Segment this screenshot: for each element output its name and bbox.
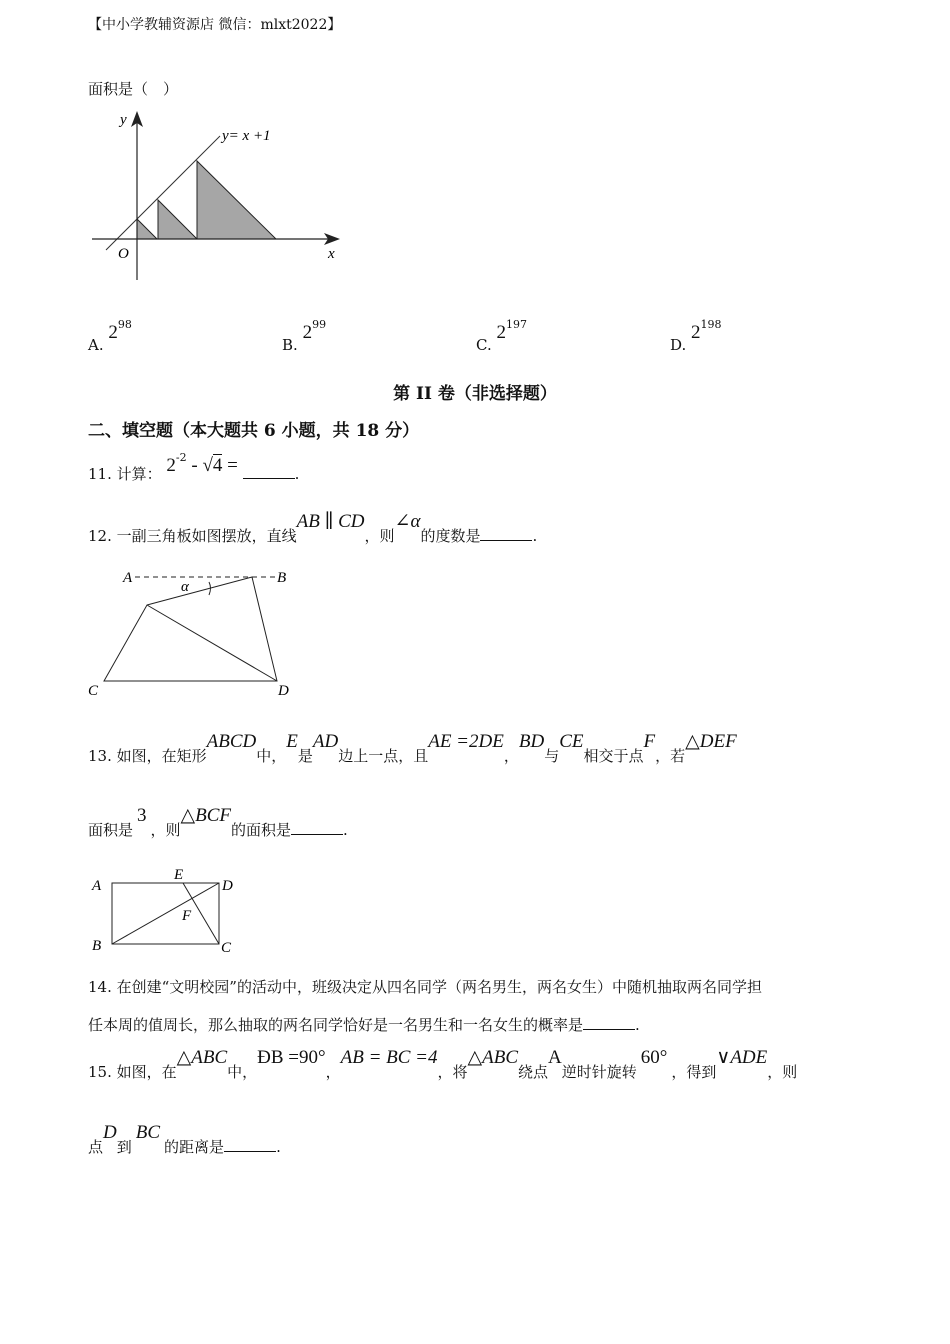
diagonal-line — [147, 605, 277, 681]
q15-t9: 点 — [88, 1138, 104, 1156]
option-letter: D. — [670, 336, 687, 354]
page-header: 【中小学教辅资源店 微信：mlxt2022】 — [88, 17, 342, 33]
option-base: 2 — [302, 322, 313, 343]
q13-t7: 相交于点 — [583, 747, 644, 765]
q15-tri-ade: ∨ADE — [716, 1047, 768, 1068]
q15-t8: ，则 — [767, 1063, 798, 1081]
q12-figure — [85, 563, 300, 703]
q12-angle: ∠α — [394, 511, 421, 532]
diagonal-bd — [112, 883, 219, 944]
q11-sqrt-icon: √ — [202, 455, 213, 476]
q12-end: . — [532, 527, 538, 545]
point-label-a: A — [92, 878, 102, 894]
option-exp: 99 — [312, 318, 327, 331]
q15-t7: ，得到 — [671, 1063, 717, 1081]
part-title: 二、填空题（本大题共 6 小题，共 18 分） — [88, 421, 420, 441]
point-label-b: B — [92, 938, 102, 954]
q13-t1: 13. 如图，在矩形 — [88, 747, 207, 765]
q13-t2: 中， — [256, 747, 287, 765]
q15-t11: 的距离是 — [164, 1138, 225, 1156]
q15-segment-bc: BC — [135, 1122, 161, 1143]
origin-label: O — [118, 246, 129, 262]
q13-t3: 是 — [297, 747, 313, 765]
option-a[interactable] — [88, 318, 132, 354]
q14-line-2-text: 任本周的值周长，那么抽取的两名同学恰好是一名男生和一名女生的概率是 — [88, 1016, 584, 1034]
question-13-line-1 — [88, 730, 737, 765]
shaded-triangle-3 — [197, 161, 276, 239]
q12-mid: ，则 — [364, 527, 395, 545]
point-label-c: C — [221, 940, 232, 956]
q13-end: . — [343, 821, 348, 839]
q15-t2: 中， — [227, 1063, 258, 1081]
q13-f: F — [643, 731, 656, 752]
q11-answer-blank[interactable] — [243, 477, 295, 479]
q13-ce: CE — [559, 731, 584, 752]
q15-point-a: A — [548, 1047, 562, 1068]
q13-tri-def: △DEF — [685, 731, 737, 752]
q12-condition: AB ∥ CD — [296, 511, 365, 532]
option-letter: B. — [282, 336, 298, 354]
q15-t1: 15. 如图，在 — [88, 1063, 177, 1081]
q11-minus: - — [186, 455, 203, 476]
y-axis-label: y — [120, 112, 127, 128]
q13-t8: ，若 — [655, 747, 686, 765]
q13-answer-blank[interactable] — [291, 833, 343, 835]
q13-figure — [88, 862, 248, 957]
q12-prefix: 12. 一副三角板如图摆放，直线 — [88, 527, 297, 545]
question-14-line-1: 14. 在创建“文明校园”的活动中，班级决定从四名同学（两名男生，两名女生）中随机抽取两名同学担 — [88, 978, 762, 996]
point-label-d: D — [278, 683, 289, 699]
q15-degrees: 60° — [640, 1047, 668, 1068]
q14-end: . — [635, 1016, 640, 1034]
point-label-a: A — [123, 570, 133, 586]
question-12 — [88, 510, 538, 545]
option-c[interactable] — [476, 318, 527, 354]
point-label-e: E — [174, 867, 184, 883]
q15-t3: ， — [325, 1063, 341, 1081]
q13-condition: AE =2DE — [428, 731, 504, 752]
q15-end: . — [276, 1138, 281, 1156]
q13-ad: AD — [312, 731, 339, 752]
q13-t6: 与 — [544, 747, 560, 765]
q11-equals: = — [222, 455, 238, 476]
q15-t4: ，将 — [437, 1063, 468, 1081]
option-b[interactable] — [282, 318, 327, 354]
option-exp: 98 — [117, 318, 132, 331]
q11-prefix: 11. 计算： — [88, 465, 162, 483]
q15-answer-blank[interactable] — [224, 1150, 276, 1152]
q13-t5: ， — [503, 747, 519, 765]
point-label-c: C — [88, 683, 99, 699]
q13-bd: BD — [518, 731, 545, 752]
shaded-triangle-1 — [137, 219, 157, 239]
shaded-triangle-2 — [158, 200, 197, 239]
q11-exp: -2 — [175, 451, 187, 464]
option-exp: 197 — [506, 318, 527, 331]
question-14-line-2 — [88, 1014, 640, 1035]
angle-alpha-label: α — [181, 579, 189, 595]
q13-t11: 的面积是 — [231, 821, 292, 839]
q13-t10: ，则 — [150, 821, 181, 839]
q13-tri-bcf: △BCF — [180, 805, 232, 826]
q15-tri-abc: △ABC — [176, 1047, 228, 1068]
line-equation-label: y= x +1 — [222, 128, 271, 144]
q13-t4: 边上一点，且 — [338, 747, 429, 765]
point-label-b: B — [277, 570, 287, 586]
q14-answer-blank[interactable] — [583, 1028, 635, 1030]
q15-t6: 逆时针旋转 — [561, 1063, 637, 1081]
q15-point-d: D — [103, 1122, 117, 1143]
option-letter: A. — [88, 336, 104, 354]
volume-title: 第 II 卷（非选择题） — [393, 384, 557, 404]
q13-area: 3 — [137, 805, 147, 826]
q15-t10: 到 — [116, 1138, 132, 1156]
q13-e: E — [286, 731, 298, 752]
option-base: 2 — [108, 322, 118, 343]
x-axis-label: x — [328, 246, 335, 262]
question-15-line-2 — [88, 1122, 281, 1156]
q13-t9: 面积是 — [88, 821, 134, 839]
q12-answer-blank[interactable] — [480, 539, 532, 541]
question-15-line-1 — [88, 1046, 798, 1081]
q10-graph — [88, 108, 348, 283]
q15-angle: ÐB =90° — [257, 1047, 326, 1068]
q11-base: 2 — [166, 455, 176, 476]
option-base: 2 — [496, 322, 506, 343]
point-label-f: F — [182, 908, 192, 924]
q15-tri-abc-2: △ABC — [467, 1047, 519, 1068]
q13-rect: ABCD — [206, 731, 257, 752]
option-exp: 198 — [700, 318, 722, 331]
q10-tail-text: 面积是（ ） — [88, 80, 179, 98]
option-base: 2 — [691, 322, 701, 343]
q15-equality: AB = BC =4 — [340, 1047, 438, 1068]
q12-tail: 的度数是 — [420, 527, 481, 545]
q15-t5: 绕点 — [518, 1063, 549, 1081]
option-d[interactable] — [670, 318, 722, 354]
q11-radicand: 4 — [212, 455, 223, 476]
question-11 — [88, 451, 300, 483]
point-label-d: D — [222, 878, 233, 894]
q11-end: . — [294, 465, 300, 483]
option-letter: C. — [476, 336, 492, 354]
question-13-line-2 — [88, 804, 348, 839]
